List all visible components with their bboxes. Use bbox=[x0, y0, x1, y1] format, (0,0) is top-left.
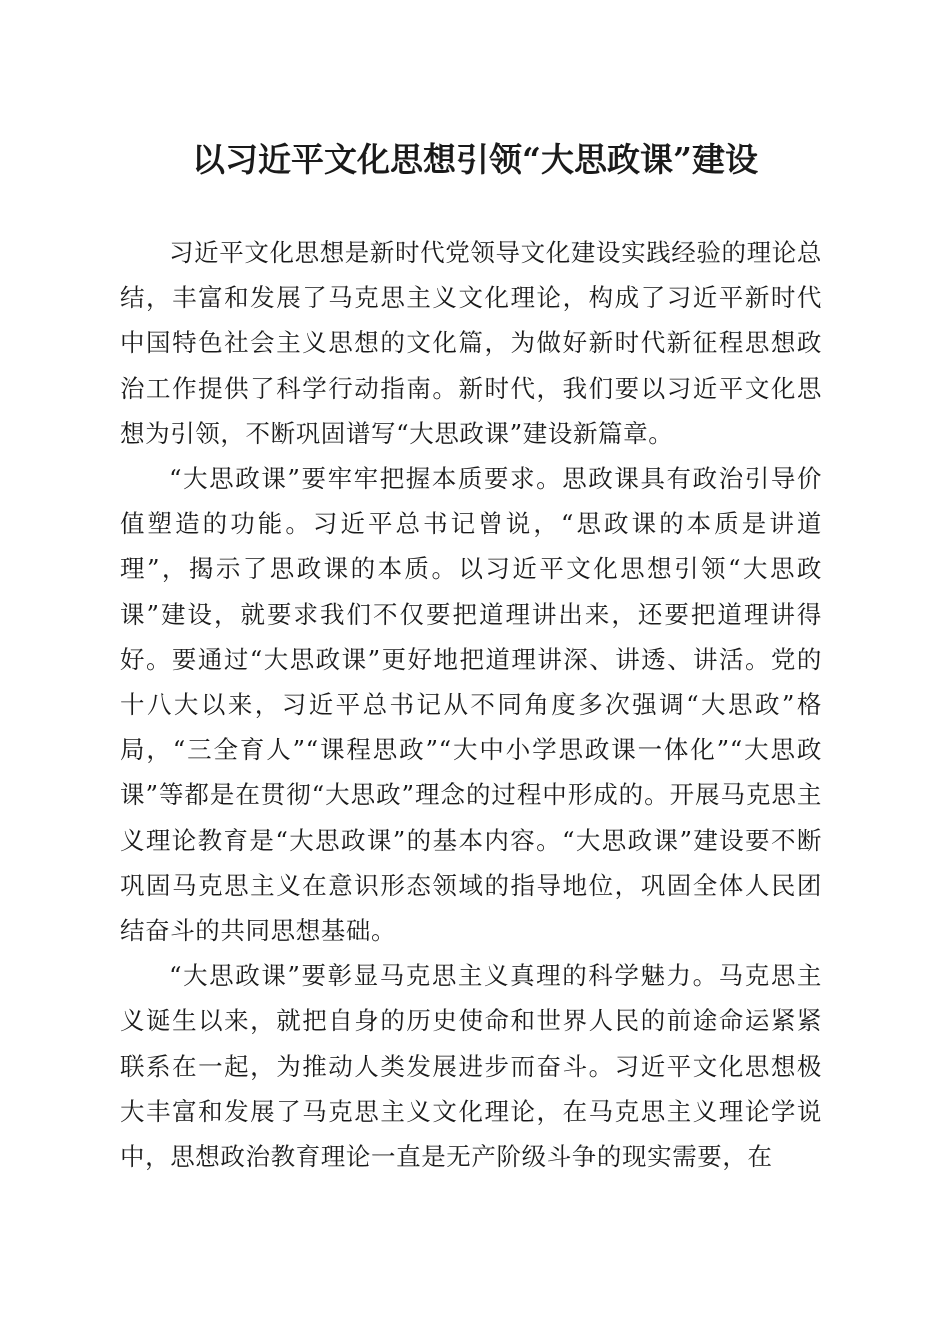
paragraph-1: 习近平文化思想是新时代党领导文化建设实践经验的理论总结，丰富和发展了马克思主义文化理论，构成了习近平新时代中国特色社会主义思想的文化篇，为做好新时代新征程思想政治工作提供了科学行动指南。新时代，我们要以习近平文化思想为引领，不断巩固谱写“大思政课”建设新篇章。 bbox=[120, 238, 822, 448]
paragraph-2: “大思政课”要牢牢把握本质要求。思政课具有政治引导价值塑造的功能。习近平总书记曾说，“思政课的本质是讲道理”，揭示了思政课的本质。以习近平文化思想引领“大思政课”建设，就要求我们不仅要把道理讲出来，还要把道理讲得好。要通过“大思政课”更好地把道理讲深、讲透、讲活。党的十八大以来，习近平总书记从不同角度多次强调“大思政”格局，“三全育人”“课程思政”“大中小学思政课一体化”“大思政课”等都是在贯彻“大思政”理念的过程中形成的。开展马克思主义理论教育是“大思政课”的基本内容。“大思政课”建设要不断巩固马克思主义在意识形态领域的指导地位，巩固全体人民团结奋斗的共同思想基础。 bbox=[120, 464, 822, 946]
document-title: 以习近平文化思想引领“大思政课”建设 bbox=[192, 140, 758, 179]
document-body bbox=[120, 230, 822, 1179]
paragraph-3: “大思政课”要彰显马克思主义真理的科学魅力。马克思主义诞生以来，就把自身的历史使命和世界人民的前途命运紧紧联系在一起，为推动人类发展进步而奋斗。习近平文化思想极大丰富和发展了马克思主义文化理论，在马克思主义理论学说中，思想政治教育理论一直是无产阶级斗争的现实需要，在 bbox=[120, 961, 822, 1172]
